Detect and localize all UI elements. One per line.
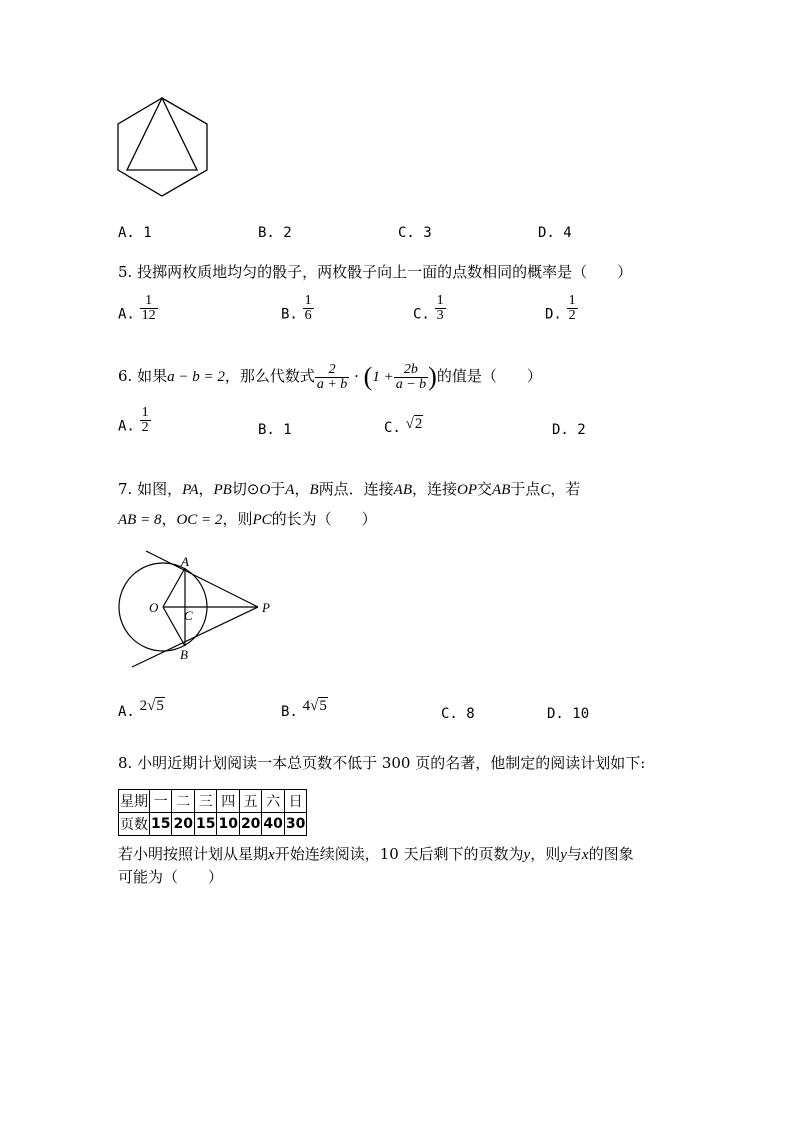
q4-option-a[interactable]: A. 1 (118, 225, 152, 241)
q5-option-b[interactable] (281, 293, 314, 329)
math-pa: PA (182, 482, 199, 498)
text: ，若 (550, 480, 581, 498)
numerator: 2b (394, 363, 428, 378)
math-ab-eq: AB = 8 (118, 512, 162, 528)
table-cell: 六 (262, 790, 284, 813)
math-c: C (540, 482, 551, 498)
label-b: B (180, 647, 188, 662)
math-pb: PB (213, 482, 232, 498)
fraction (303, 294, 314, 323)
q6-option-c[interactable] (384, 418, 423, 437)
sqrt-expression: √2 (405, 416, 423, 432)
q5-option-c[interactable] (413, 293, 446, 329)
q5-option-d[interactable] (545, 293, 578, 329)
table-cell: 三 (194, 790, 216, 813)
right-paren: ) (428, 362, 437, 391)
text: ， (198, 480, 214, 498)
math-oc-eq: OC = 2 (176, 512, 223, 528)
circle-name: O (259, 482, 271, 498)
table-cell: 15 (194, 813, 216, 836)
fraction (140, 294, 158, 323)
denominator: 6 (304, 308, 312, 323)
numerator: 1 (304, 293, 312, 308)
option-label: A. (118, 306, 135, 323)
q6-fraction-2 (394, 363, 428, 392)
q6-option-b[interactable]: B. 1 (258, 422, 292, 438)
text: ，连接 (412, 480, 458, 498)
q6-fraction-1 (315, 363, 349, 392)
denominator: a − b (395, 376, 427, 392)
math-pc: PC (252, 512, 272, 528)
q8-question: 8. 小明近期计划阅读一本总页数不低于 300 页的名著，他制定的阅读计划如下: (118, 754, 646, 772)
text: 的图象 (588, 845, 634, 863)
text: ，则 (222, 510, 253, 528)
hexagon (118, 98, 207, 196)
coefficient: 2 (139, 698, 148, 714)
math-y: y (523, 847, 531, 863)
numerator: 1 (568, 293, 576, 308)
radicand: 5 (156, 698, 164, 714)
q7-option-d[interactable]: D. 10 (547, 706, 590, 722)
tangent-line-pa (146, 551, 258, 607)
option-label: A. (118, 704, 135, 720)
q4-option-c[interactable]: C. 3 (398, 225, 432, 241)
text: 的长为（ ） (271, 510, 377, 528)
table-row (119, 813, 307, 836)
math-b: B (309, 482, 319, 498)
label-o: O (149, 600, 159, 615)
text: 7. 如图， (118, 480, 183, 498)
denominator: a + b (316, 376, 348, 392)
q6-inner-one: 1 + (372, 369, 394, 385)
table-cell: 日 (284, 790, 306, 813)
text: 两点．连接 (318, 480, 394, 498)
tangent-line-pb (132, 607, 258, 667)
table-cell: 五 (239, 790, 261, 813)
math-ab: AB (393, 482, 412, 498)
text: 于 (270, 480, 286, 498)
hexagon-triangle-figure (110, 92, 220, 202)
segment-ob (163, 607, 185, 646)
text: 若小明按照计划从星期 (118, 845, 269, 863)
option-label: B. (281, 704, 298, 720)
math-x: x (268, 847, 275, 863)
table-cell: 40 (262, 813, 284, 836)
fraction (140, 406, 151, 435)
text: 切 (231, 480, 247, 498)
table-cell: 20 (239, 813, 261, 836)
radicand: 5 (319, 698, 327, 714)
numerator: 1 (436, 293, 444, 308)
math-y: y (560, 847, 567, 863)
numerator: 2 (315, 363, 349, 378)
segment-oa (163, 568, 185, 607)
numerator: 1 (140, 294, 158, 309)
q6-question (118, 362, 542, 392)
tangent-circle-figure (110, 545, 280, 675)
q7-question-line1 (118, 478, 580, 499)
sqrt-expression: 2√5 (139, 698, 164, 714)
text: 与 (566, 845, 582, 863)
table-cell: 15 (150, 813, 172, 836)
q7-question-line2 (118, 508, 377, 529)
math-a: A (285, 482, 295, 498)
q6-condition: a − b = 2 (167, 369, 225, 385)
q7-option-b[interactable] (281, 698, 328, 721)
text: 于点 (510, 480, 541, 498)
label-c: C (184, 608, 193, 623)
q7-option-a[interactable] (118, 698, 165, 721)
option-label: C. (413, 306, 430, 323)
q7-option-c[interactable]: C. 8 (441, 706, 475, 722)
table-cell: 10 (217, 813, 239, 836)
fraction (567, 294, 578, 323)
q4-option-d[interactable]: D. 4 (538, 225, 572, 241)
q6-mid: ，那么代数式 (224, 367, 315, 385)
q4-option-b[interactable]: B. 2 (258, 225, 292, 241)
option-label: A. (118, 418, 135, 435)
text: ， (161, 510, 177, 528)
table-row (119, 790, 307, 813)
q6-option-a[interactable] (118, 405, 151, 441)
q8-after-line2: 可能为（ ） (118, 868, 224, 886)
denominator: 12 (141, 308, 156, 323)
radicand: 2 (414, 416, 423, 432)
q5-question: 5. 投掷两枚质地均匀的骰子，两枚骰子向上一面的点数相同的概率是（ ） (118, 263, 633, 281)
q6-suffix: 的值是（ ） (436, 367, 542, 385)
sqrt-expression: 4√5 (302, 698, 327, 714)
math-x: x (581, 847, 589, 863)
text: 开始连续阅读，10 天后剩下的页数为 (274, 845, 524, 863)
left-paren: ( (363, 362, 373, 391)
circle-dot-icon: ⊙ (246, 482, 260, 498)
option-label: B. (281, 306, 298, 323)
text: ，则 (530, 845, 561, 863)
table-cell: 一 (150, 790, 172, 813)
label-p: P (262, 600, 270, 615)
q6-option-d[interactable]: D. 2 (552, 422, 586, 438)
fraction (435, 294, 446, 323)
option-label: C. (384, 420, 401, 436)
denominator: 2 (568, 308, 576, 323)
table-cell: 星期 (119, 790, 150, 813)
denominator: 3 (436, 308, 444, 323)
label-a: A (181, 554, 189, 569)
coefficient: 4 (302, 698, 311, 714)
table-cell: 30 (284, 813, 306, 836)
text: ， (294, 480, 310, 498)
q5-option-a[interactable] (118, 293, 158, 329)
math-ab: AB (492, 482, 511, 498)
multiply-dot: · (354, 367, 359, 385)
table-cell: 二 (172, 790, 194, 813)
circle-o-symbol (247, 482, 270, 498)
table-cell: 四 (217, 790, 239, 813)
q6-prefix: 6. 如果 (118, 367, 168, 385)
reading-plan-table (118, 789, 307, 836)
denominator: 2 (141, 420, 149, 435)
option-label: D. (545, 306, 562, 323)
table-cell: 页数 (119, 813, 150, 836)
text: 交 (477, 480, 493, 498)
table-cell: 20 (172, 813, 194, 836)
math-op: OP (457, 482, 478, 498)
numerator: 1 (141, 405, 149, 420)
q8-after-line1 (118, 843, 634, 864)
inscribed-triangle (127, 98, 197, 170)
